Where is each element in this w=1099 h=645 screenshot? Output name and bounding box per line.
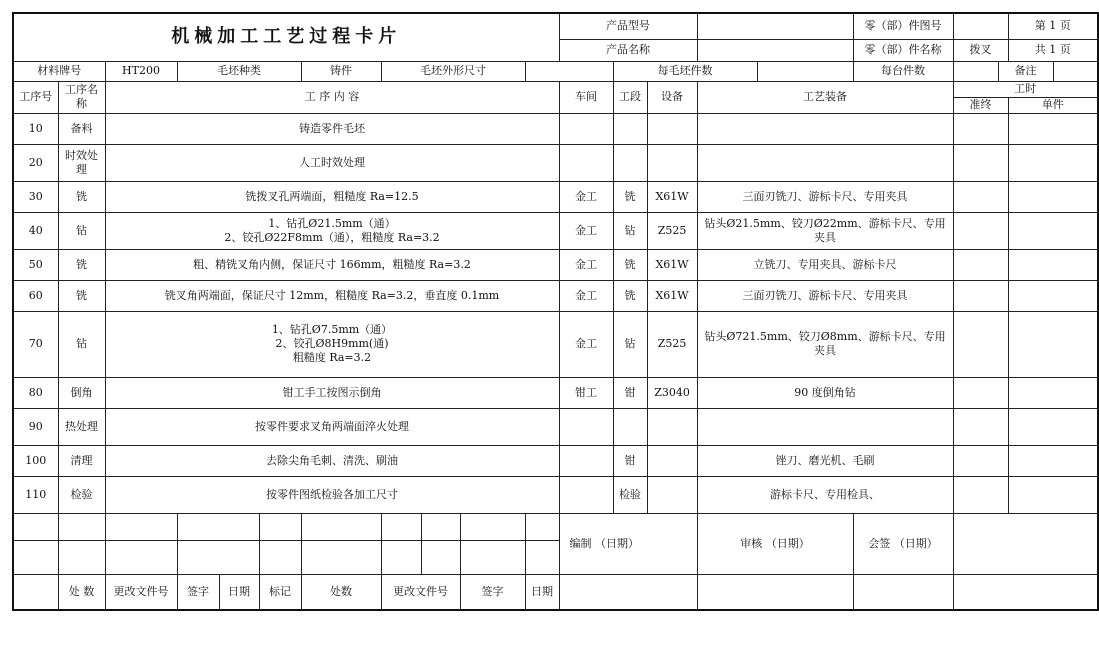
part-drawing-value[interactable]	[953, 13, 1008, 39]
op-workshop[interactable]: 金工	[559, 249, 613, 280]
op-content[interactable]: 人工时效处理	[105, 144, 559, 181]
footer-cell[interactable]	[301, 513, 381, 540]
op-number[interactable]: 70	[13, 311, 58, 377]
op-name[interactable]: 时效处理	[58, 144, 105, 181]
remark-label: 备注	[998, 61, 1053, 81]
op-equipment[interactable]	[647, 476, 697, 513]
op-name[interactable]: 铣	[58, 181, 105, 212]
footer-cell[interactable]	[259, 513, 301, 540]
footer-cell[interactable]	[525, 540, 559, 574]
footer-sign-label: 签字	[177, 574, 219, 610]
part-name-value[interactable]: 拨叉	[953, 39, 1008, 61]
material-grade-value[interactable]: HT200	[105, 61, 177, 81]
per-blank-label: 每毛坯件数	[613, 61, 757, 81]
per-unit-label: 每台件数	[853, 61, 953, 81]
footer-cell[interactable]	[177, 513, 259, 540]
process-card	[12, 12, 1071, 611]
op-workshop[interactable]: 金工	[559, 280, 613, 311]
op-name[interactable]: 热处理	[58, 408, 105, 445]
footer-cell[interactable]	[58, 540, 105, 574]
op-section[interactable]	[613, 144, 647, 181]
col-op-name: 工序名称	[58, 81, 105, 113]
col-hours: 工时	[953, 81, 1098, 97]
footer-row-1	[13, 513, 1098, 540]
col-unit-time: 单件	[1008, 97, 1098, 113]
op-content[interactable]: 铣叉角两端面，保证尺寸 12mm，粗糙度 Ra=3.2，垂直度 0.1mm	[105, 280, 559, 311]
blank-type-value[interactable]: 铸件	[301, 61, 381, 81]
footer-count2-label: 处数	[301, 574, 381, 610]
op-content[interactable]: 粗、精铣叉角内侧，保证尺寸 166mm，粗糙度 Ra=3.2	[105, 249, 559, 280]
part-drawing-label: 零（部）件图号	[853, 13, 953, 39]
op-number[interactable]: 100	[13, 445, 58, 476]
footer-blank	[13, 574, 58, 610]
countersign-field[interactable]: 会签 （日期）	[853, 513, 953, 574]
col-op-no: 工序号	[13, 81, 58, 113]
op-workshop[interactable]	[559, 113, 613, 144]
footer-cell[interactable]	[421, 513, 460, 540]
op-number[interactable]: 10	[13, 113, 58, 144]
op-number[interactable]: 40	[13, 212, 58, 249]
op-content[interactable]: 按零件要求叉角两端面淬火处理	[105, 408, 559, 445]
footer-cell[interactable]	[13, 513, 58, 540]
op-tooling[interactable]: 三面刃铣刀、游标卡尺、专用夹具	[697, 181, 953, 212]
op-name[interactable]: 检验	[58, 476, 105, 513]
op-number[interactable]: 30	[13, 181, 58, 212]
page-total: 共 1 页	[1008, 39, 1098, 61]
operations-body	[13, 113, 1098, 513]
op-section[interactable]	[613, 113, 647, 144]
op-workshop[interactable]: 金工	[559, 181, 613, 212]
op-workshop[interactable]	[559, 476, 613, 513]
op-equipment[interactable]: X61W	[647, 181, 697, 212]
op-number[interactable]: 80	[13, 377, 58, 408]
operation-row	[13, 181, 1098, 212]
operation-row	[13, 476, 1098, 513]
op-content[interactable]: 1、钻孔Ø7.5mm（通） 2、铰孔Ø8H9mm(通) 粗糙度 Ra=3.2	[105, 311, 559, 377]
op-tooling[interactable]	[697, 113, 953, 144]
product-model-value[interactable]	[697, 13, 853, 39]
footer-cell[interactable]	[13, 540, 58, 574]
col-prep-time: 准终	[953, 97, 1008, 113]
material-grade-label: 材料牌号	[13, 61, 105, 81]
op-prep-time[interactable]	[953, 445, 1008, 476]
op-prep-time[interactable]	[953, 377, 1008, 408]
op-unit-time[interactable]	[1008, 408, 1098, 445]
col-section: 工段	[613, 81, 647, 113]
op-section[interactable]: 钳	[613, 445, 647, 476]
op-prep-time[interactable]	[953, 144, 1008, 181]
footer-cell[interactable]	[177, 540, 259, 574]
op-section[interactable]: 铣	[613, 249, 647, 280]
op-content[interactable]: 去除尖角毛刺、清洗、刷油	[105, 445, 559, 476]
footer-date-label: 日期	[219, 574, 259, 610]
op-tooling[interactable]: 钻头Ø21.5mm、铰刀Ø22mm、游标卡尺、专用夹具	[697, 212, 953, 249]
footer-cell[interactable]	[381, 540, 421, 574]
op-equipment[interactable]	[647, 144, 697, 181]
op-prep-time[interactable]	[953, 181, 1008, 212]
op-equipment[interactable]: X61W	[647, 280, 697, 311]
blank-size-label: 毛坯外形尺寸	[381, 61, 525, 81]
operation-row	[13, 144, 1098, 181]
footer-blank[interactable]	[953, 513, 1098, 574]
op-section[interactable]	[613, 408, 647, 445]
op-tooling[interactable]: 钻头Ø721.5mm、铰刀Ø8mm、游标卡尺、专用夹具	[697, 311, 953, 377]
op-name[interactable]: 清理	[58, 445, 105, 476]
op-section[interactable]: 铣	[613, 181, 647, 212]
operation-row	[13, 212, 1098, 249]
footer-blank	[559, 574, 697, 610]
op-prep-time[interactable]	[953, 212, 1008, 249]
op-prep-time[interactable]	[953, 249, 1008, 280]
op-content[interactable]: 钳工手工按图示倒角	[105, 377, 559, 408]
process-card-table	[12, 12, 1099, 611]
op-name[interactable]: 倒角	[58, 377, 105, 408]
footer-cell[interactable]	[381, 513, 421, 540]
footer-cell[interactable]	[525, 513, 559, 540]
op-section[interactable]: 钳	[613, 377, 647, 408]
op-name[interactable]: 备料	[58, 113, 105, 144]
op-content[interactable]: 铸造零件毛坯	[105, 113, 559, 144]
op-number[interactable]: 60	[13, 280, 58, 311]
blank-type-label: 毛坯种类	[177, 61, 301, 81]
part-name-label: 零（部）件名称	[853, 39, 953, 61]
op-section[interactable]: 钻	[613, 311, 647, 377]
product-name-value[interactable]	[697, 39, 853, 61]
review-field[interactable]: 审核 （日期）	[697, 513, 853, 574]
op-workshop[interactable]: 金工	[559, 212, 613, 249]
op-unit-time[interactable]	[1008, 212, 1098, 249]
op-section[interactable]: 检验	[613, 476, 647, 513]
op-tooling[interactable]: 锉刀、磨光机、毛刷	[697, 445, 953, 476]
op-prep-time[interactable]	[953, 113, 1008, 144]
op-tooling[interactable]: 游标卡尺、专用检具、	[697, 476, 953, 513]
card-title: 机械加工工艺过程卡片	[13, 13, 559, 61]
op-number[interactable]: 50	[13, 249, 58, 280]
op-workshop[interactable]: 金工	[559, 311, 613, 377]
op-name[interactable]: 钻	[58, 212, 105, 249]
op-prep-time[interactable]	[953, 476, 1008, 513]
op-section[interactable]: 铣	[613, 280, 647, 311]
footer-cell[interactable]	[58, 513, 105, 540]
footer-cell[interactable]	[460, 540, 525, 574]
op-unit-time[interactable]	[1008, 476, 1098, 513]
footer-cell[interactable]	[460, 513, 525, 540]
footer-cell[interactable]	[301, 540, 381, 574]
op-equipment[interactable]	[647, 408, 697, 445]
column-header-row-1	[13, 81, 1098, 97]
op-tooling[interactable]: 90 度倒角钻	[697, 377, 953, 408]
op-tooling[interactable]	[697, 408, 953, 445]
footer-blank	[853, 574, 953, 610]
operation-row	[13, 280, 1098, 311]
op-prep-time[interactable]	[953, 311, 1008, 377]
blank-size-value[interactable]	[525, 61, 613, 81]
operation-row	[13, 408, 1098, 445]
op-workshop[interactable]	[559, 445, 613, 476]
op-unit-time[interactable]	[1008, 249, 1098, 280]
col-op-content: 工 序 内 容	[105, 81, 559, 113]
op-equipment[interactable]: Z3040	[647, 377, 697, 408]
op-equipment[interactable]: Z525	[647, 311, 697, 377]
op-prep-time[interactable]	[953, 408, 1008, 445]
op-workshop[interactable]: 钳工	[559, 377, 613, 408]
footer-count-label: 处 数	[58, 574, 105, 610]
footer-cell[interactable]	[105, 540, 177, 574]
op-content[interactable]: 铣拨叉孔两端面，粗糙度 Ra=12.5	[105, 181, 559, 212]
product-model-label: 产品型号	[559, 13, 697, 39]
op-tooling[interactable]	[697, 144, 953, 181]
op-workshop[interactable]	[559, 144, 613, 181]
op-prep-time[interactable]	[953, 280, 1008, 311]
col-tooling: 工艺装备	[697, 81, 953, 113]
footer-cell[interactable]	[421, 540, 460, 574]
footer-blank	[697, 574, 853, 610]
compile-field[interactable]: 编制 （日期）	[559, 513, 697, 574]
op-tooling[interactable]: 立铣刀、专用夹具、游标卡尺	[697, 249, 953, 280]
footer-mark-label: 标记	[259, 574, 301, 610]
operation-row	[13, 311, 1098, 377]
op-name[interactable]: 铣	[58, 249, 105, 280]
footer-change-doc-label: 更改文件号	[105, 574, 177, 610]
per-blank-value[interactable]	[757, 61, 853, 81]
remark-value[interactable]	[1053, 61, 1098, 81]
op-name[interactable]: 铣	[58, 280, 105, 311]
op-section[interactable]: 钻	[613, 212, 647, 249]
product-name-label: 产品名称	[559, 39, 697, 61]
per-unit-value[interactable]	[953, 61, 998, 81]
material-row	[13, 61, 1098, 81]
col-workshop: 车间	[559, 81, 613, 113]
op-unit-time[interactable]	[1008, 181, 1098, 212]
col-equipment: 设备	[647, 81, 697, 113]
op-content[interactable]: 1、钻孔Ø21.5mm（通） 2、铰孔Ø22F8mm（通），粗糙度 Ra=3.2	[105, 212, 559, 249]
footer-row-3	[13, 574, 1098, 610]
operation-row	[13, 113, 1098, 144]
op-content[interactable]: 按零件图纸检验各加工尺寸	[105, 476, 559, 513]
op-number[interactable]: 110	[13, 476, 58, 513]
footer-cell[interactable]	[259, 540, 301, 574]
op-unit-time[interactable]	[1008, 280, 1098, 311]
op-equipment[interactable]: Z525	[647, 212, 697, 249]
op-workshop[interactable]	[559, 408, 613, 445]
footer-change-doc2-label: 更改文件号	[381, 574, 460, 610]
op-unit-time[interactable]	[1008, 144, 1098, 181]
page-number: 第 1 页	[1008, 13, 1098, 39]
op-number[interactable]: 20	[13, 144, 58, 181]
op-equipment[interactable]: X61W	[647, 249, 697, 280]
operation-row	[13, 249, 1098, 280]
op-equipment[interactable]	[647, 445, 697, 476]
footer-cell[interactable]	[105, 513, 177, 540]
operation-row	[13, 377, 1098, 408]
op-unit-time[interactable]	[1008, 113, 1098, 144]
op-unit-time[interactable]	[1008, 311, 1098, 377]
footer-date2-label: 日期	[525, 574, 559, 610]
footer-blank	[953, 574, 1098, 610]
op-tooling[interactable]: 三面刃铣刀、游标卡尺、专用夹具	[697, 280, 953, 311]
op-name[interactable]: 钻	[58, 311, 105, 377]
op-unit-time[interactable]	[1008, 377, 1098, 408]
op-equipment[interactable]	[647, 113, 697, 144]
footer-sign2-label: 签字	[460, 574, 525, 610]
operation-row	[13, 445, 1098, 476]
header-row-1	[13, 13, 1098, 39]
op-number[interactable]: 90	[13, 408, 58, 445]
op-unit-time[interactable]	[1008, 445, 1098, 476]
